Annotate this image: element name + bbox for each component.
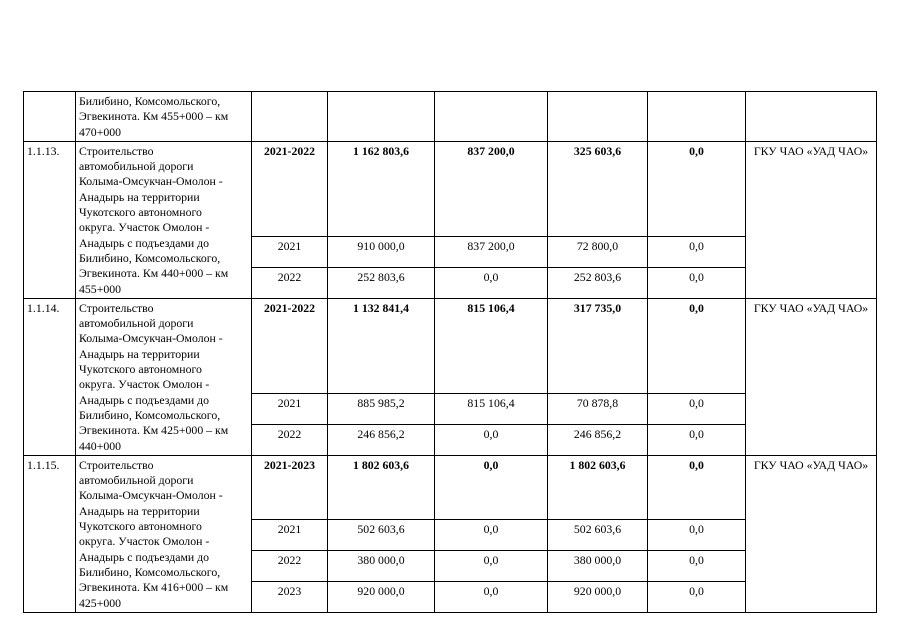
table-row bbox=[24, 92, 877, 142]
value-cell-2: 252 803,6 bbox=[548, 267, 648, 298]
table-row bbox=[24, 455, 877, 519]
total-cell: 252 803,6 bbox=[328, 267, 435, 298]
name-line: автомобильной дороги bbox=[79, 316, 194, 331]
value-cell-2: 325 603,6 bbox=[548, 141, 648, 236]
value-cell-2: 920 000,0 bbox=[548, 581, 648, 612]
name-line: 425+000 bbox=[79, 595, 122, 610]
total-cell: 502 603,6 bbox=[328, 519, 435, 550]
total-cell: 910 000,0 bbox=[328, 236, 435, 267]
name-line: Эгвекинота. Км 455+000 – км bbox=[79, 109, 229, 124]
name-line: Билибино, Комсомольского, bbox=[79, 564, 221, 579]
total-cell bbox=[328, 92, 435, 142]
item-name-cell bbox=[76, 92, 252, 142]
total-cell: 1 132 841,4 bbox=[328, 298, 435, 393]
name-line: Эгвекинота. Км 416+000 – км bbox=[79, 580, 229, 595]
value-cell-1: 837 200,0 bbox=[435, 141, 548, 236]
value-cell-3 bbox=[648, 92, 746, 142]
value-cell-3: 0,0 bbox=[648, 236, 746, 267]
total-cell: 246 856,2 bbox=[328, 424, 435, 455]
table-row bbox=[24, 298, 877, 393]
value-cell-1: 0,0 bbox=[435, 581, 548, 612]
value-cell-1: 0,0 bbox=[435, 519, 548, 550]
item-number-cell bbox=[24, 92, 76, 142]
value-cell-1: 815 106,4 bbox=[435, 298, 548, 393]
value-cell-3: 0,0 bbox=[648, 141, 746, 236]
value-cell-3: 0,0 bbox=[648, 581, 746, 612]
name-line: Билибино, Комсомольского, bbox=[79, 250, 221, 265]
item-name-cell bbox=[76, 455, 252, 612]
value-cell-1: 0,0 bbox=[435, 424, 548, 455]
organization-cell: ГКУ ЧАО «УАД ЧАО» bbox=[746, 455, 877, 612]
year-cell: 2021-2022 bbox=[252, 298, 328, 393]
name-line: Анадырь с подъездами до bbox=[79, 235, 210, 250]
name-line: Колыма-Омсукчан-Омолон - bbox=[79, 488, 223, 503]
value-cell-2: 246 856,2 bbox=[548, 424, 648, 455]
value-cell-1: 0,0 bbox=[435, 550, 548, 581]
total-cell: 1 802 603,6 bbox=[328, 455, 435, 519]
year-cell: 2022 bbox=[252, 267, 328, 298]
item-name-cell bbox=[76, 141, 252, 298]
value-cell-3: 0,0 bbox=[648, 519, 746, 550]
item-name-cell bbox=[76, 298, 252, 455]
year-cell: 2021-2022 bbox=[252, 141, 328, 236]
total-cell: 920 000,0 bbox=[328, 581, 435, 612]
name-line: округа. Участок Омолон - bbox=[79, 220, 210, 235]
name-line: Строительство bbox=[79, 143, 154, 158]
name-line: Анадырь на территории bbox=[79, 346, 200, 361]
year-cell: 2021-2023 bbox=[252, 455, 328, 519]
total-cell: 380 000,0 bbox=[328, 550, 435, 581]
name-line: Колыма-Омсукчан-Омолон - bbox=[79, 174, 223, 189]
item-number-cell: 1.1.14. bbox=[24, 298, 76, 455]
value-cell-2: 72 800,0 bbox=[548, 236, 648, 267]
year-cell: 2022 bbox=[252, 550, 328, 581]
value-cell-3: 0,0 bbox=[648, 550, 746, 581]
table-body bbox=[24, 92, 877, 613]
name-line: Эгвекинота. Км 425+000 – км bbox=[79, 423, 229, 438]
name-line: Анадырь с подъездами до bbox=[79, 549, 210, 564]
name-line: Анадырь на территории bbox=[79, 503, 200, 518]
value-cell-2: 1 802 603,6 bbox=[548, 455, 648, 519]
year-cell: 2021 bbox=[252, 393, 328, 424]
value-cell-2: 70 878,8 bbox=[548, 393, 648, 424]
name-line: Строительство bbox=[79, 457, 154, 472]
year-cell bbox=[252, 92, 328, 142]
name-line: Билибино, Комсомольского, bbox=[79, 407, 221, 422]
total-cell: 1 162 803,6 bbox=[328, 141, 435, 236]
organization-cell bbox=[746, 92, 877, 142]
name-line: Анадырь на территории bbox=[79, 189, 200, 204]
year-cell: 2022 bbox=[252, 424, 328, 455]
value-cell-2: 317 735,0 bbox=[548, 298, 648, 393]
name-line: Эгвекинота. Км 440+000 – км bbox=[79, 266, 229, 281]
name-line: Чукотского автономного bbox=[79, 362, 202, 377]
item-number-cell: 1.1.13. bbox=[24, 141, 76, 298]
name-line: Чукотского автономного bbox=[79, 519, 202, 534]
name-line: автомобильной дороги bbox=[79, 159, 194, 174]
name-line: 440+000 bbox=[79, 438, 122, 453]
name-line: Анадырь с подъездами до bbox=[79, 392, 210, 407]
value-cell-1: 0,0 bbox=[435, 455, 548, 519]
budget-table bbox=[23, 91, 877, 613]
value-cell-3: 0,0 bbox=[648, 267, 746, 298]
name-line: 455+000 bbox=[79, 281, 122, 296]
value-cell-3: 0,0 bbox=[648, 393, 746, 424]
name-line: Билибино, Комсомольского, bbox=[79, 94, 221, 108]
item-number-cell: 1.1.15. bbox=[24, 455, 76, 612]
year-cell: 2023 bbox=[252, 581, 328, 612]
organization-cell: ГКУ ЧАО «УАД ЧАО» bbox=[746, 141, 877, 298]
year-cell: 2021 bbox=[252, 236, 328, 267]
name-line: округа. Участок Омолон - bbox=[79, 377, 210, 392]
value-cell-2: 380 000,0 bbox=[548, 550, 648, 581]
name-line: Строительство bbox=[79, 300, 154, 315]
value-cell-3: 0,0 bbox=[648, 298, 746, 393]
value-cell-1: 0,0 bbox=[435, 267, 548, 298]
name-line: Чукотского автономного bbox=[79, 205, 202, 220]
value-cell-1: 837 200,0 bbox=[435, 236, 548, 267]
year-cell: 2021 bbox=[252, 519, 328, 550]
value-cell-1 bbox=[435, 92, 548, 142]
value-cell-3: 0,0 bbox=[648, 455, 746, 519]
name-line: Колыма-Омсукчан-Омолон - bbox=[79, 331, 223, 346]
name-line: автомобильной дороги bbox=[79, 473, 194, 488]
name-line: 470+000 bbox=[79, 124, 122, 139]
organization-cell: ГКУ ЧАО «УАД ЧАО» bbox=[746, 298, 877, 455]
value-cell-2: 502 603,6 bbox=[548, 519, 648, 550]
value-cell-2 bbox=[548, 92, 648, 142]
total-cell: 885 985,2 bbox=[328, 393, 435, 424]
value-cell-3: 0,0 bbox=[648, 424, 746, 455]
value-cell-1: 815 106,4 bbox=[435, 393, 548, 424]
name-line: округа. Участок Омолон - bbox=[79, 534, 210, 549]
table-row bbox=[24, 141, 877, 236]
